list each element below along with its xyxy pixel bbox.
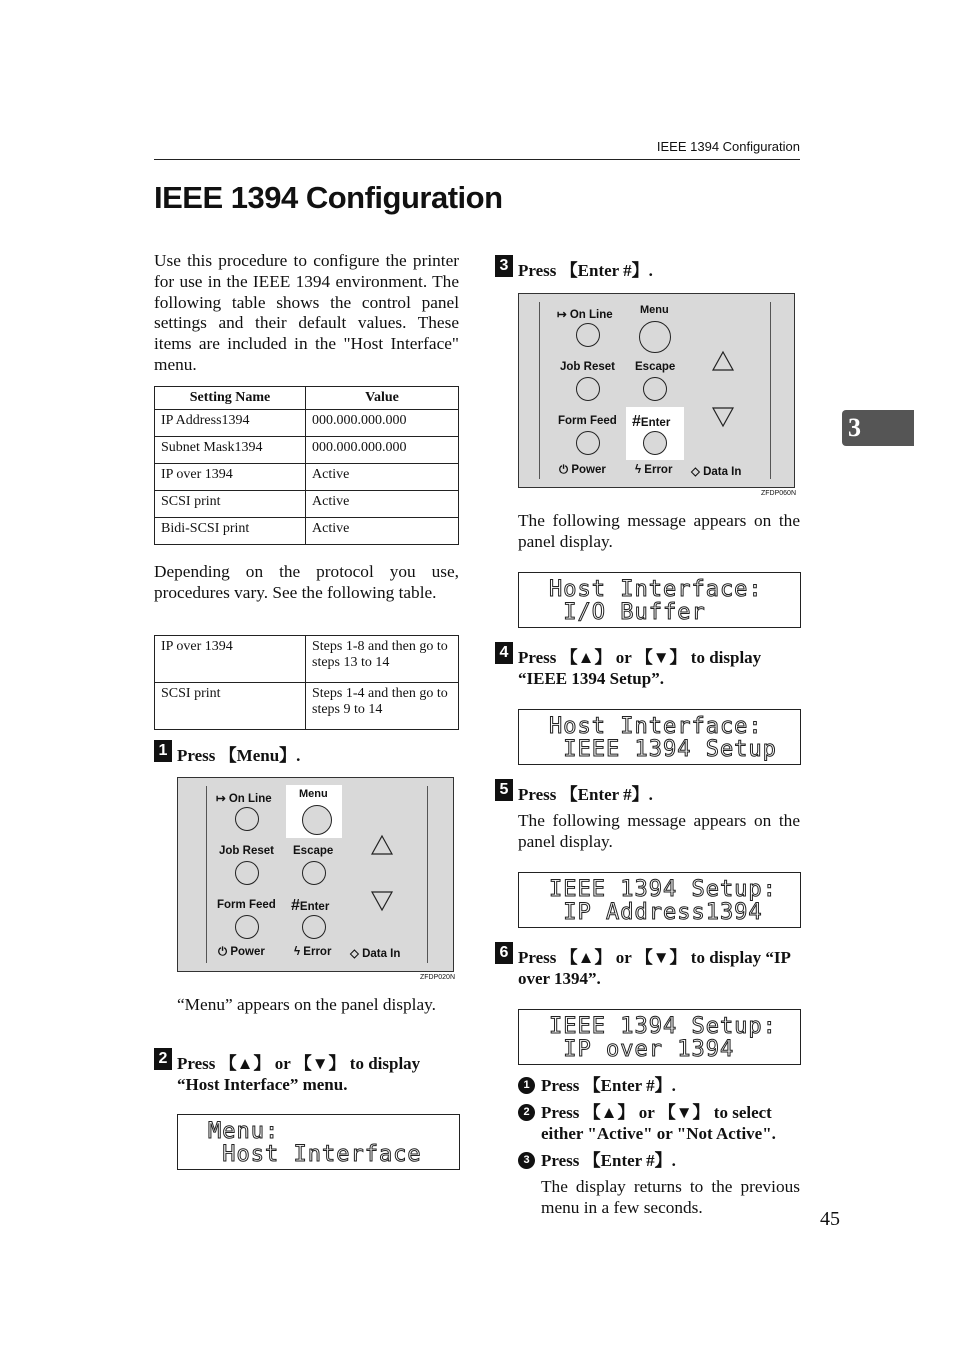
table-header: Setting Name [155, 387, 306, 410]
table-cell: IP Address1394 [155, 410, 306, 437]
settings-table [154, 386, 459, 545]
job-reset-label: Job Reset [219, 845, 274, 857]
error-label: ϟ Error [635, 464, 673, 476]
data-in-label: ◇ Data In [350, 948, 401, 960]
menu-button[interactable] [302, 805, 332, 835]
table-cell: 000.000.000.000 [306, 410, 459, 437]
substep-number: 1 [518, 1077, 535, 1094]
substep-3-text: Press 【Enter #】. [541, 1151, 676, 1170]
control-panel [177, 777, 456, 981]
panel-edge [427, 786, 428, 963]
power-label: ⏻ Power [559, 464, 606, 476]
table-header-row [155, 387, 459, 410]
lcd-display [518, 872, 801, 928]
form-feed-label: Form Feed [558, 415, 617, 427]
figure-code: ZFDP060N [761, 490, 797, 497]
table-cell: Active [306, 491, 459, 518]
step-1-note: “Menu” appears on the panel display. [177, 995, 436, 1014]
online-label: ↦ On Line [557, 309, 613, 321]
step-3-text: Press 【Enter #】. [518, 261, 653, 280]
form-feed-label: Form Feed [217, 899, 276, 911]
lcd-line-2: I/O Buffer [549, 600, 706, 625]
step-6-text: Press 【▲】 or 【▼】 to display “IP over 1394”. [518, 948, 790, 988]
step-2-text: Press 【▲】 or 【▼】 to display “Host Interface” menu. [177, 1054, 421, 1094]
escape-label: Escape [293, 845, 334, 857]
table-row [155, 437, 459, 464]
lcd-line-1: IEEE 1394 Setup: [549, 1014, 777, 1039]
down-arrow-button[interactable] [370, 890, 394, 912]
lcd-line-1: Host Interface: [549, 714, 763, 739]
substep-note: The display returns to the previous menu in a few seconds. [541, 1177, 800, 1217]
panel-edge [770, 302, 771, 479]
menu-button[interactable] [639, 321, 671, 353]
lcd-display [177, 1114, 460, 1170]
lcd-line-1: IEEE 1394 Setup: [549, 877, 777, 902]
step-number: 4 [495, 642, 513, 664]
escape-label: Escape [635, 361, 676, 373]
protocol-paragraph: Depending on the protocol you use, procedures vary. See the following table. [154, 562, 459, 602]
figure-code: ZFDP020N [420, 974, 456, 981]
data-in-icon: ◇ [350, 948, 359, 960]
error-label: ϟ Error [294, 946, 332, 958]
table-row [155, 636, 459, 683]
step-number: 6 [495, 942, 513, 964]
table-cell: Active [306, 464, 459, 491]
online-button[interactable] [235, 807, 259, 831]
lcd-line-1: Menu: [208, 1119, 280, 1144]
table-cell: SCSI print [155, 491, 306, 518]
form-feed-button[interactable] [576, 431, 600, 455]
table-row [155, 491, 459, 518]
table-row [155, 410, 459, 437]
step-4-text: Press 【▲】 or 【▼】 to display “IEEE 1394 Setup”. [518, 648, 762, 688]
power-icon: ⏻ [218, 946, 228, 958]
menu-label: Menu [640, 304, 669, 316]
table-row [155, 464, 459, 491]
table-row [155, 683, 459, 730]
step-3-note: The following message appears on the panel display. [518, 511, 800, 551]
job-reset-button[interactable] [576, 377, 600, 401]
step-number: 1 [154, 740, 172, 762]
protocol-table [154, 635, 459, 730]
error-icon: ϟ [294, 946, 301, 958]
panel-edge [206, 786, 207, 963]
table-header: Value [306, 387, 459, 410]
substep-number: 2 [518, 1104, 535, 1121]
enter-button[interactable] [643, 431, 667, 455]
form-feed-button[interactable] [235, 915, 259, 939]
page-title: IEEE 1394 Configuration [154, 180, 503, 215]
table-cell: Subnet Mask1394 [155, 437, 306, 464]
online-label: ↦ On Line [216, 793, 272, 805]
step-number: 2 [154, 1048, 172, 1070]
step-1-text: Press 【Menu】. [177, 746, 301, 765]
header-rule [154, 159, 800, 160]
lcd-line-2: IEEE 1394 Setup [549, 737, 777, 762]
error-icon: ϟ [635, 464, 642, 476]
control-panel [518, 293, 797, 497]
table-cell: IP over 1394 [155, 464, 306, 491]
escape-button[interactable] [643, 377, 667, 401]
enter-label: #Enter [291, 897, 330, 914]
up-arrow-button[interactable] [711, 350, 735, 372]
page-number: 45 [820, 1208, 840, 1230]
lcd-line-1: Host Interface: [549, 577, 763, 602]
table-cell: SCSI print [155, 683, 306, 730]
lcd-display [518, 709, 801, 765]
menu-label: Menu [299, 788, 328, 800]
table-row [155, 518, 459, 545]
table-cell: Bidi-SCSI print [155, 518, 306, 545]
data-in-label: ◇ Data In [691, 466, 742, 478]
up-arrow-button[interactable] [370, 834, 394, 856]
chapter-tab: 3 [842, 410, 914, 446]
job-reset-label: Job Reset [560, 361, 615, 373]
step-5-note: The following message appears on the panel display. [518, 811, 800, 851]
panel-edge [539, 302, 540, 479]
power-icon: ⏻ [559, 464, 569, 476]
lcd-line-2: Host Interface [208, 1142, 422, 1167]
substep-1-text: Press 【Enter #】. [541, 1076, 676, 1095]
data-in-icon: ◇ [691, 466, 700, 478]
job-reset-button[interactable] [235, 861, 259, 885]
step-5-text: Press 【Enter #】. [518, 785, 653, 804]
table-cell: Active [306, 518, 459, 545]
table-cell: 000.000.000.000 [306, 437, 459, 464]
online-button[interactable] [576, 323, 600, 347]
power-label: ⏻ Power [218, 946, 265, 958]
table-cell: IP over 1394 [155, 636, 306, 683]
lcd-line-2: IP Address1394 [549, 900, 763, 925]
running-head: IEEE 1394 Configuration [656, 139, 800, 154]
enter-button[interactable] [302, 915, 326, 939]
step-number: 5 [495, 779, 513, 801]
lcd-display [518, 572, 801, 628]
table-cell: Steps 1-8 and then go to steps 13 to 14 [306, 636, 459, 683]
step-number: 3 [495, 255, 513, 277]
table-cell: Steps 1-4 and then go to steps 9 to 14 [306, 683, 459, 730]
lcd-display [518, 1009, 801, 1065]
escape-button[interactable] [302, 861, 326, 885]
down-arrow-button[interactable] [711, 406, 735, 428]
substep-number: 3 [518, 1152, 535, 1169]
substep-2-text: Press 【▲】 or 【▼】 to select either "Active" or "Not Active". [541, 1103, 776, 1143]
enter-label: #Enter [632, 413, 671, 430]
lcd-line-2: IP over 1394 [549, 1037, 735, 1062]
intro-paragraph: Use this procedure to configure the printer for use in the IEEE 1394 environment. The following table shows the control panel settings and their default values. These items are included in the "Host Interface" menu. [154, 251, 459, 374]
